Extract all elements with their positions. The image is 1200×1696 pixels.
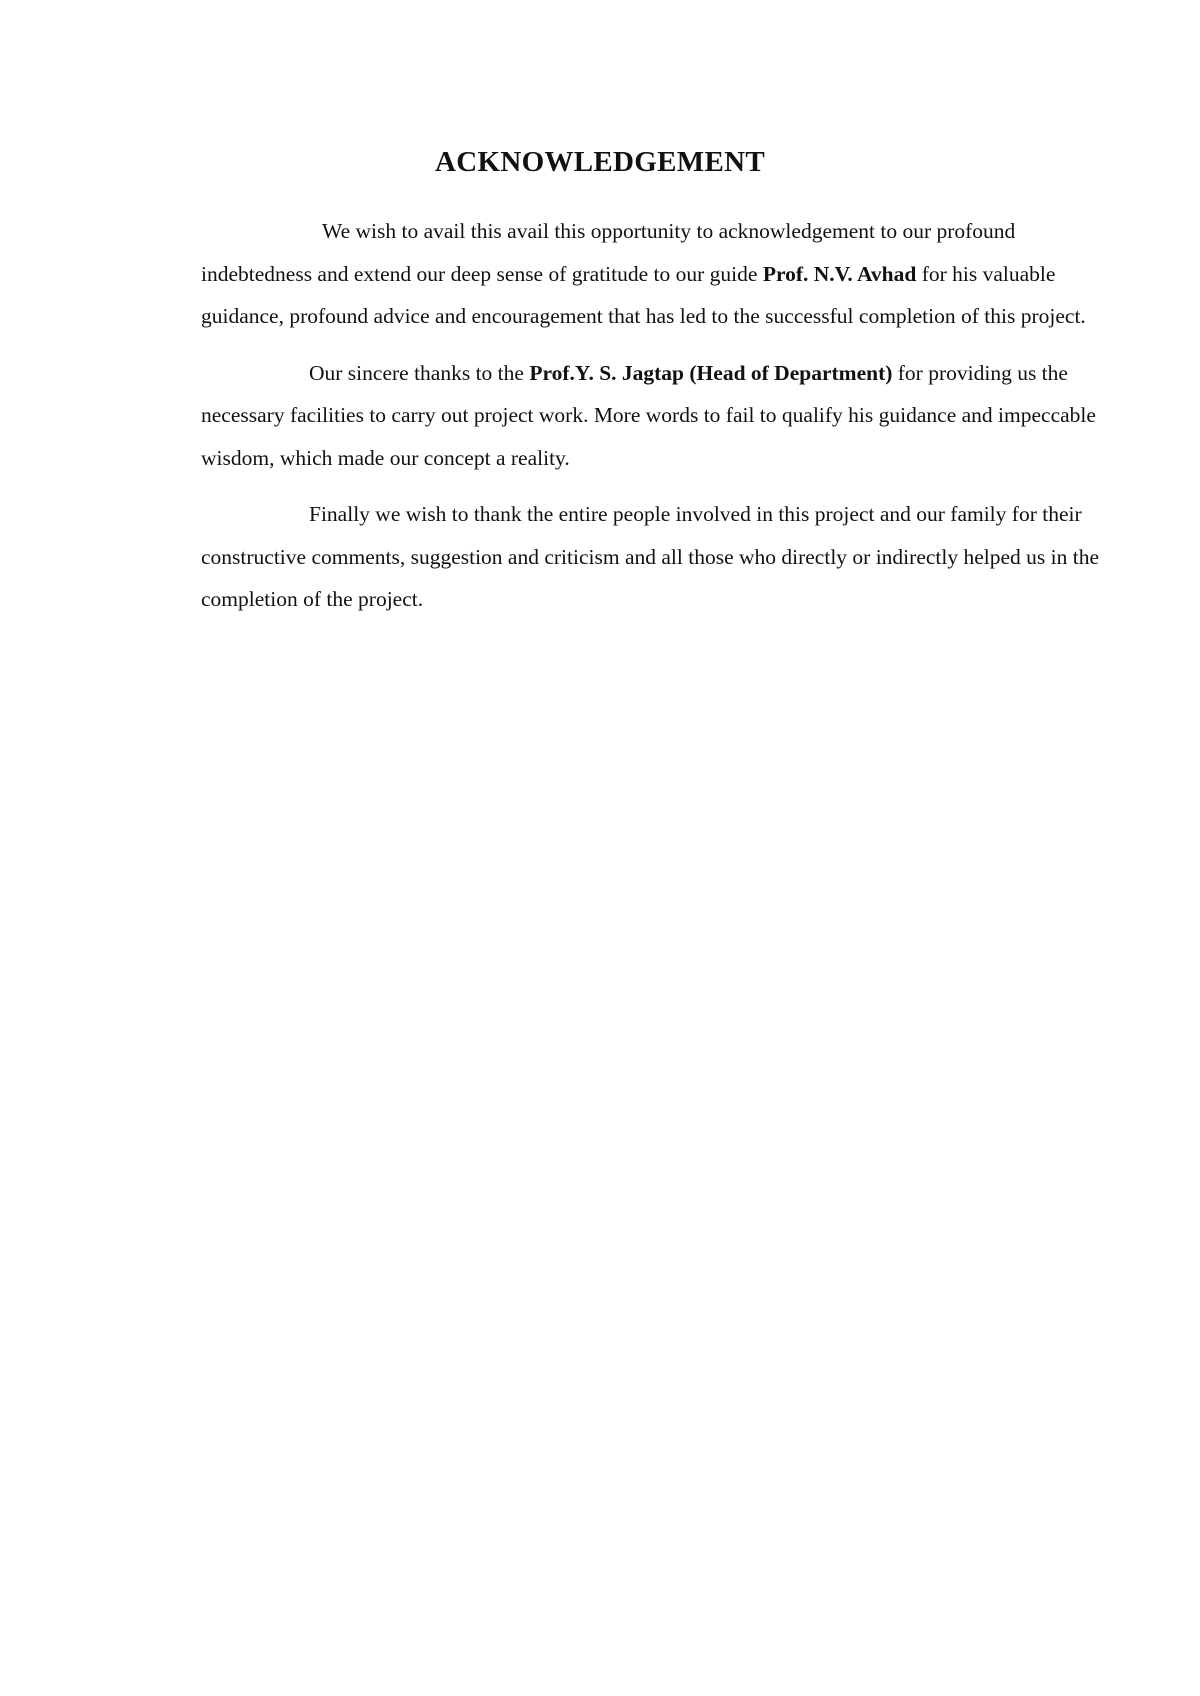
paragraph-2-text-b: for providing us the necessary facilities to carry out project work. More words to fail to qualify his guidance and impeccable wisdom, which made our concept a reality. [201, 360, 1096, 470]
page-title: ACKNOWLEDGEMENT [435, 146, 765, 178]
paragraph-1-text-b: for his valuable guidance, profound advice and encouragement that has led to the successful completion of this project. [201, 261, 1086, 328]
paragraph-final-thanks: Finally we wish to thank the entire people involved in this project and our family for their constructive comments, suggestion and criticism and all those who directly or indirectly helped us in the completion of the project. [201, 502, 1100, 611]
hod-name: Prof.Y. S. Jagtap (Head of Department) [529, 360, 893, 385]
paragraph-guide-thanks [201, 210, 1121, 338]
paragraph-1-text-a: We wish to avail this avail this opportunity to acknowledgement to our profound indebtedness and extend our deep sense of gratitude to our guide [201, 219, 1016, 286]
paragraph-2-text-a: Our sincere thanks to the [309, 360, 530, 385]
guide-name: Prof. N.V. Avhad [762, 261, 917, 286]
acknowledgement-body [201, 210, 1121, 635]
paragraph-hod-thanks [201, 352, 1121, 480]
